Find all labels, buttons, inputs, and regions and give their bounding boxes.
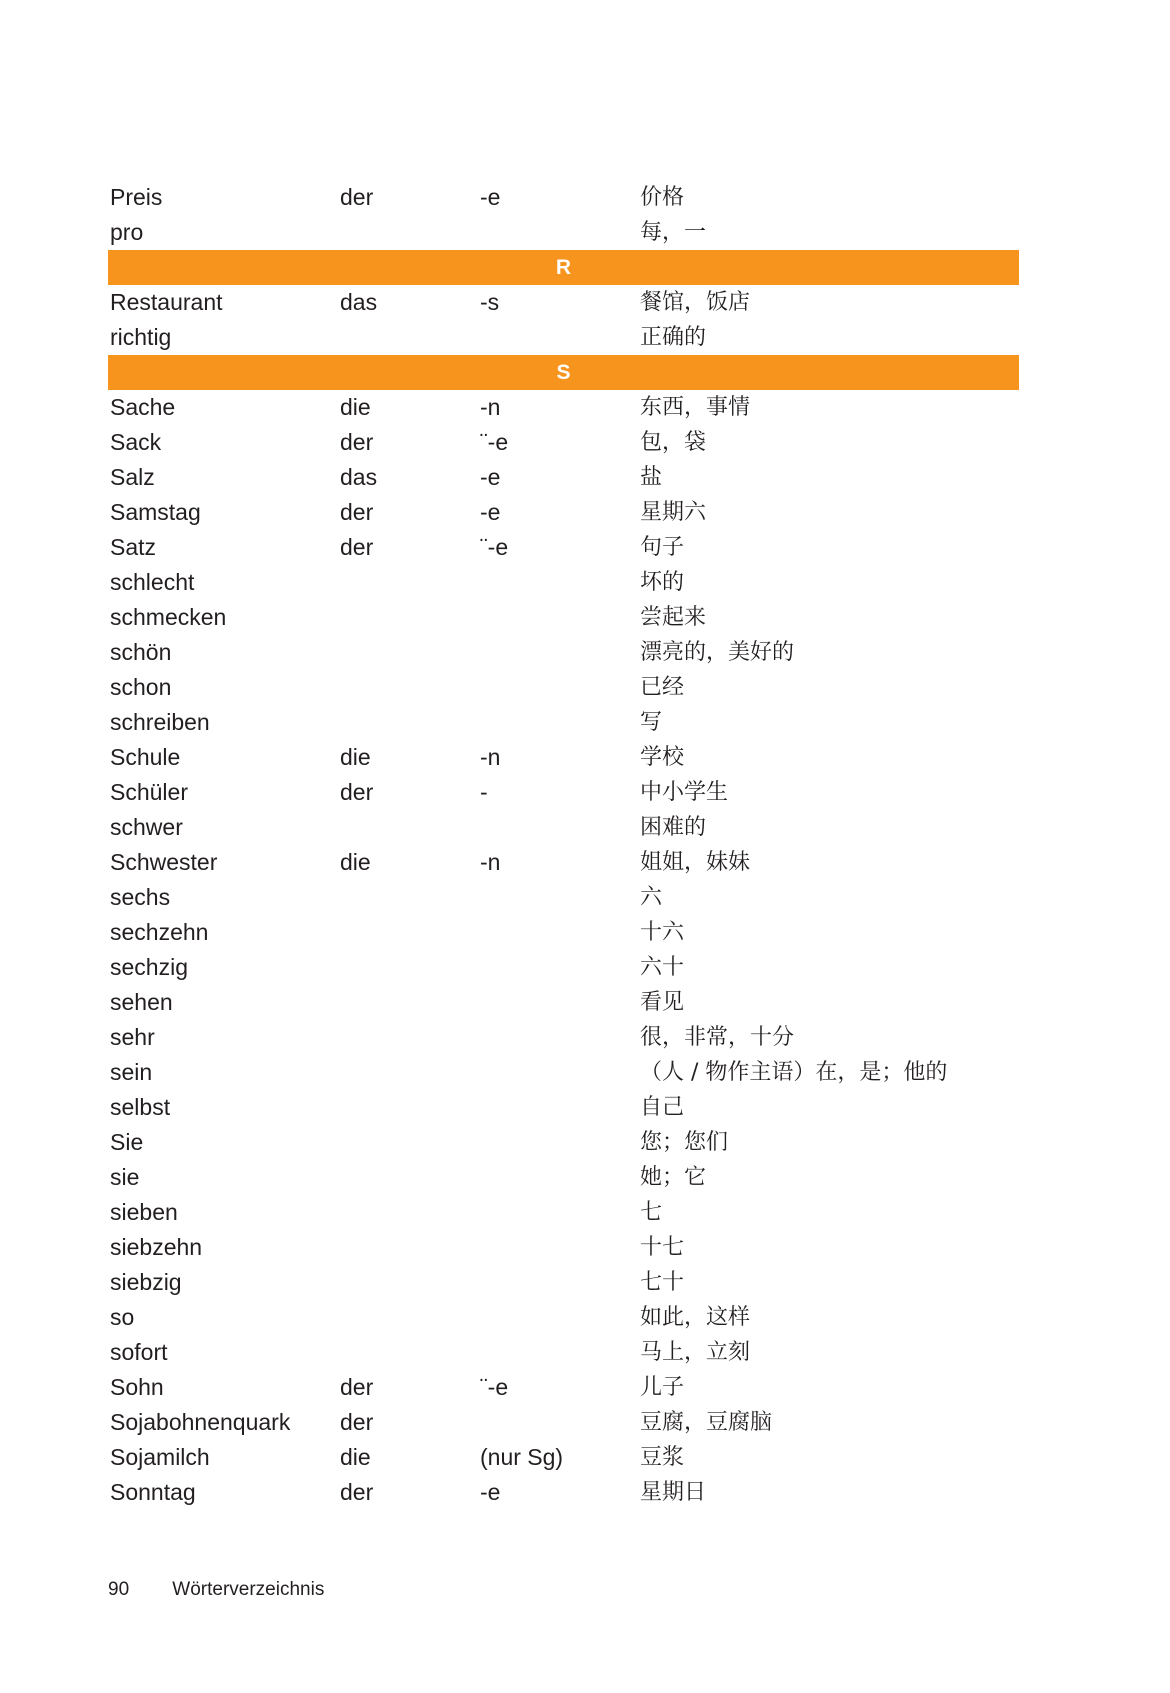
- entry-word: sie: [110, 1164, 140, 1190]
- entry-translation: 写: [640, 710, 663, 735]
- glossary-entry: [108, 495, 1019, 530]
- entry-article: der: [340, 1479, 374, 1505]
- glossary-entry: [108, 320, 1019, 355]
- glossary-entry: [108, 810, 1019, 845]
- entry-article: der: [340, 429, 374, 455]
- entry-article: die: [340, 1444, 371, 1470]
- glossary-entry: [108, 1160, 1019, 1195]
- entry-translation: 姐姐，妹妹: [640, 850, 751, 875]
- entry-article: das: [340, 464, 378, 490]
- glossary-entry: [108, 985, 1019, 1020]
- entry-translation: 每，一: [640, 220, 707, 245]
- entry-word: sehr: [110, 1024, 155, 1050]
- section-s-entries: [108, 390, 1019, 1510]
- glossary-entry: [108, 180, 1019, 215]
- entry-word: selbst: [110, 1094, 171, 1120]
- entry-translation: 马上，立刻: [640, 1340, 751, 1365]
- entry-word: schwer: [110, 814, 183, 840]
- glossary-entry: [108, 915, 1019, 950]
- letter-header-r: R: [108, 250, 1019, 285]
- entry-translation: 漂亮的，美好的: [640, 640, 795, 665]
- glossary-entry: [108, 1440, 1019, 1475]
- entry-plural: (nur Sg): [480, 1444, 564, 1470]
- glossary-entry: [108, 1195, 1019, 1230]
- entry-translation: 学校: [640, 745, 685, 770]
- entry-word: schon: [110, 674, 172, 700]
- entry-plural: -n: [480, 394, 501, 420]
- entry-word: Samstag: [110, 499, 201, 525]
- entry-plural: -e: [480, 1479, 501, 1505]
- entry-word: sofort: [110, 1339, 168, 1365]
- entry-article: das: [340, 289, 378, 315]
- entry-article: der: [340, 534, 374, 560]
- glossary-entry: [108, 1055, 1019, 1090]
- entry-word: Sache: [110, 394, 176, 420]
- entry-word: Satz: [110, 534, 157, 560]
- glossary-entry: [108, 1125, 1019, 1160]
- page-number: 90: [108, 1579, 130, 1600]
- glossary-list: [108, 180, 1019, 1510]
- entry-plural: -: [480, 779, 488, 805]
- glossary-entry: [108, 285, 1019, 320]
- entry-translation: 尝起来: [640, 605, 707, 630]
- entry-translation: 七: [640, 1200, 663, 1225]
- entry-word: Sohn: [110, 1374, 164, 1400]
- entry-plural: -e: [480, 499, 501, 525]
- glossary-entry: [108, 1230, 1019, 1265]
- entry-translation: 星期六: [640, 500, 707, 525]
- glossary-entry: [108, 845, 1019, 880]
- entry-article: die: [340, 744, 371, 770]
- entry-word: Sojabohnenquark: [110, 1409, 291, 1435]
- entry-word: sechzehn: [110, 919, 209, 945]
- glossary-entry: [108, 215, 1019, 250]
- glossary-entry: [108, 1265, 1019, 1300]
- glossary-entry: [108, 670, 1019, 705]
- entry-word: sehen: [110, 989, 173, 1015]
- entry-plural: -n: [480, 744, 501, 770]
- entry-translation: 中小学生: [640, 780, 729, 805]
- entry-word: siebzehn: [110, 1234, 203, 1260]
- entry-word: siebzig: [110, 1269, 182, 1295]
- entry-word: Schwester: [110, 849, 218, 875]
- entry-translation: 六: [640, 885, 663, 910]
- entry-plural: ¨-e: [480, 534, 509, 560]
- entry-word: pro: [110, 219, 144, 245]
- entry-translation: 十七: [640, 1235, 685, 1260]
- entry-translation: 句子: [640, 535, 685, 560]
- entry-article: der: [340, 779, 374, 805]
- entry-translation: 困难的: [640, 815, 707, 840]
- entry-translation: 东西，事情: [640, 395, 751, 420]
- glossary-entry: [108, 530, 1019, 565]
- entry-translation: 很，非常，十分: [640, 1025, 795, 1050]
- entry-translation: 她；它: [640, 1165, 707, 1190]
- entry-plural: -n: [480, 849, 501, 875]
- glossary-entry: [108, 880, 1019, 915]
- glossary-entry: [108, 1090, 1019, 1125]
- glossary-entry: [108, 1300, 1019, 1335]
- entry-translation: 七十: [640, 1270, 685, 1295]
- entry-translation: 坏的: [640, 570, 685, 595]
- entry-translation: 正确的: [640, 325, 707, 350]
- entry-translation: 如此，这样: [640, 1305, 751, 1330]
- glossary-entry: [108, 705, 1019, 740]
- entry-article: der: [340, 1374, 374, 1400]
- entry-word: sieben: [110, 1199, 178, 1225]
- entry-translation: 已经: [640, 675, 685, 700]
- glossary-entry: [108, 775, 1019, 810]
- entry-article: der: [340, 499, 374, 525]
- entry-word: so: [110, 1304, 135, 1330]
- entry-word: sechs: [110, 884, 171, 910]
- entry-translation: 星期日: [640, 1480, 707, 1505]
- page-footer: [108, 1578, 324, 1602]
- entry-translation: 您；您们: [640, 1130, 729, 1155]
- entry-translation: 儿子: [640, 1375, 685, 1400]
- entry-translation: （人 / 物作主语）在，是；他的: [640, 1060, 948, 1085]
- entry-translation: 盐: [640, 465, 663, 490]
- footer-section-title: Wörterverzeichnis: [172, 1579, 325, 1600]
- entry-translation: 豆腐，豆腐脑: [640, 1410, 773, 1435]
- entry-word: Schüler: [110, 779, 188, 805]
- entry-word: sein: [110, 1059, 153, 1085]
- entry-word: schlecht: [110, 569, 195, 595]
- entry-word: Restaurant: [110, 289, 223, 315]
- entry-translation: 十六: [640, 920, 685, 945]
- entry-plural: ¨-e: [480, 1374, 509, 1400]
- entry-plural: -e: [480, 184, 501, 210]
- glossary-entry: [108, 460, 1019, 495]
- entry-translation: 六十: [640, 955, 685, 980]
- glossary-entry: [108, 1335, 1019, 1370]
- glossary-entry: [108, 1020, 1019, 1055]
- entry-word: Sojamilch: [110, 1444, 210, 1470]
- entry-word: Sack: [110, 429, 162, 455]
- entry-translation: 自己: [640, 1095, 685, 1120]
- entry-article: die: [340, 849, 371, 875]
- entry-word: schreiben: [110, 709, 210, 735]
- glossary-entry: [108, 600, 1019, 635]
- entry-word: Sonntag: [110, 1479, 196, 1505]
- section-r-entries: [108, 285, 1019, 355]
- glossary-entry: [108, 425, 1019, 460]
- entry-translation: 豆浆: [640, 1445, 685, 1470]
- entry-word: Preis: [110, 184, 163, 210]
- entry-word: schön: [110, 639, 172, 665]
- entry-plural: ¨-e: [480, 429, 509, 455]
- entry-word: sechzig: [110, 954, 188, 980]
- entries-before-r: [108, 180, 1019, 250]
- glossary-entry: [108, 635, 1019, 670]
- glossary-entry: [108, 740, 1019, 775]
- entry-article: der: [340, 1409, 374, 1435]
- entry-plural: -e: [480, 464, 501, 490]
- entry-translation: 餐馆，饭店: [640, 290, 751, 315]
- entry-article: der: [340, 184, 374, 210]
- entry-translation: 看见: [640, 990, 685, 1015]
- letter-header-s: S: [108, 355, 1019, 390]
- glossary-entry: [108, 565, 1019, 600]
- entry-word: richtig: [110, 324, 172, 350]
- entry-word: Sie: [110, 1129, 144, 1155]
- glossary-entry: [108, 1370, 1019, 1405]
- glossary-entry: [108, 950, 1019, 985]
- entry-translation: 价格: [640, 185, 685, 210]
- entry-translation: 包，袋: [640, 430, 707, 455]
- glossary-entry: [108, 390, 1019, 425]
- glossary-entry: [108, 1405, 1019, 1440]
- entry-word: Schule: [110, 744, 181, 770]
- entry-article: die: [340, 394, 371, 420]
- entry-plural: -s: [480, 289, 500, 315]
- glossary-entry: [108, 1475, 1019, 1510]
- entry-word: Salz: [110, 464, 155, 490]
- entry-word: schmecken: [110, 604, 227, 630]
